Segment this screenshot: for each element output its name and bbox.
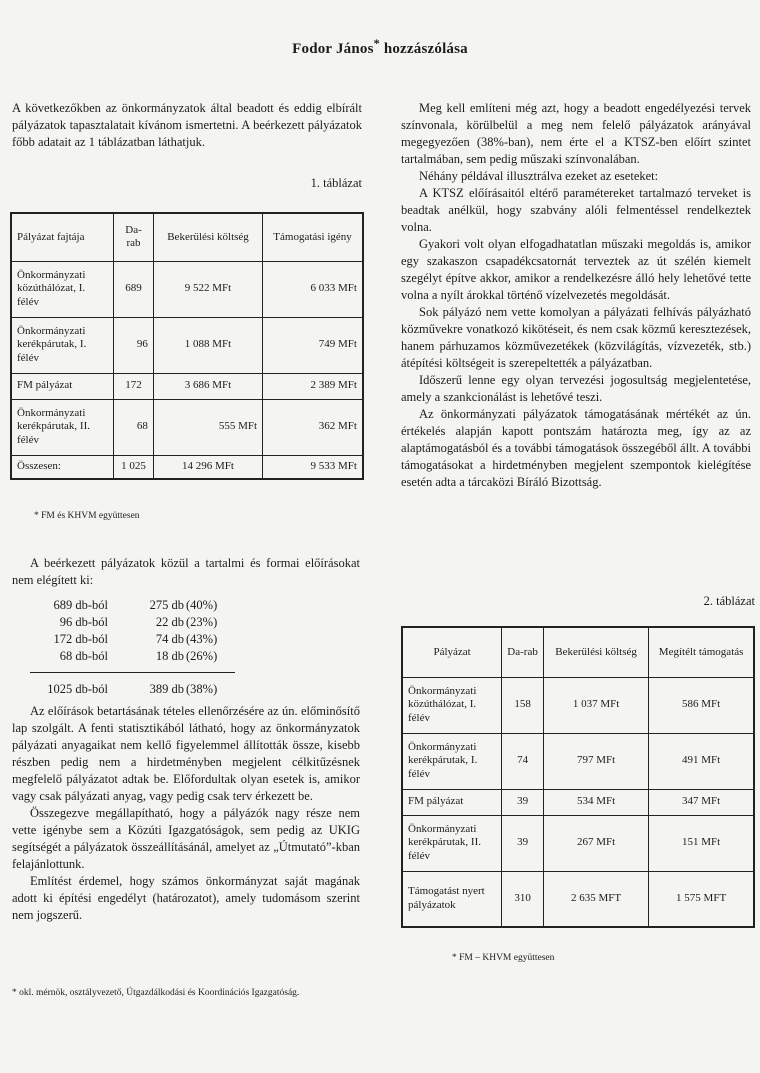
body-paragraph: Időszerű lenne egy olyan tervezési jogosultság megjelentetése, amely a szankcionálást is lehetővé teszi.	[401, 373, 751, 404]
table-row	[11, 399, 363, 455]
t2-header: Da-rab	[502, 627, 544, 677]
table-row	[11, 261, 363, 317]
body-paragraph: Néhány példával illusztrálva ezeket az eseteket:	[419, 169, 659, 183]
table2-footnote: * FM – KHVM együttesen	[452, 953, 555, 963]
stats-total	[40, 681, 240, 698]
t2-cell: 39	[502, 815, 544, 871]
t2-cell: Önkormányzati kerékpárutak, II. félév	[402, 815, 502, 871]
t1-cell: 555 MFt	[153, 399, 262, 455]
t1-header: Pályázat fajtája	[11, 213, 114, 261]
t1-cell: 96	[114, 317, 154, 373]
t2-cell: 151 MFt	[649, 815, 754, 871]
table1-caption: 1. táblázat	[310, 176, 362, 190]
body-paragraph: Az önkormányzati pályázatok támogatásának mértékét az ún. értékelés alapján kapott pontszám határozta meg, így az az alaptámogatásból és a további támogatások összegéből állt. A további támogatásokat a hirdetményben megjelent szempontok kielégítése esetén adta a tárcaközi Bíráló Bizottság.	[401, 407, 751, 489]
table-row	[402, 789, 754, 815]
stats-count: 275 db	[149, 598, 184, 612]
t2-cell: 39	[502, 789, 544, 815]
t2-cell: 310	[502, 871, 544, 927]
t2-cell: FM pályázat	[402, 789, 502, 815]
table-row	[402, 815, 754, 871]
t1-cell: 9 522 MFt	[153, 261, 262, 317]
table-row-total	[402, 871, 754, 927]
table-row	[11, 373, 363, 399]
article-title	[0, 36, 760, 58]
table-row-total	[11, 455, 363, 479]
title-suffix: hozzászólása	[383, 41, 468, 57]
t1-cell: 1 088 MFt	[153, 317, 262, 373]
t1-cell: 2 389 MFt	[263, 373, 363, 399]
t1-cell: 172	[114, 373, 154, 399]
t2-cell: 534 MFt	[543, 789, 648, 815]
t1-header: Bekerülési költség	[153, 213, 262, 261]
t2-cell: 1 037 MFt	[543, 677, 648, 733]
left-body	[12, 703, 360, 924]
stats-count: 22 db	[155, 615, 184, 629]
body-paragraph: Említést érdemel, hogy számos önkormányzat saját magának adott ki építési engedélyt (határozatot), amely tudomásom szerint nem jogszerű.	[12, 874, 360, 922]
t2-cell: Önkormányzati kerékpárutak, I. félév	[402, 733, 502, 789]
table-row	[402, 733, 754, 789]
t2-cell: Támogatást nyert pályázatok	[402, 871, 502, 927]
t2-cell: 797 MFt	[543, 733, 648, 789]
t2-cell: 74	[502, 733, 544, 789]
body-paragraph: Gyakori volt olyan elfogadhatatlan műszaki megoldás is, amikor egy szakaszon csapadékcsatornát terveztek az út szélén kiemelt szegélyt építve akkor, amikor a rendelkezésre álló hely lehetővé tette volna a nyílt árokkal történő vízelvezetés megoldását.	[401, 237, 751, 302]
t2-header: Megítélt támogatás	[649, 627, 754, 677]
t1-cell: 9 533 MFt	[263, 455, 363, 479]
t2-cell: Önkormányzati közúthálózat, I. félév	[402, 677, 502, 733]
stats-pct: (43%)	[186, 632, 218, 646]
t1-cell: Önkormányzati kerékpárutak, I. félév	[11, 317, 114, 373]
stats-intro-text: A beérkezett pályázatok közül a tartalmi és formai előírásokat nem elégített ki:	[12, 556, 360, 587]
stats-from: 172 db-ból	[53, 632, 108, 646]
stats-row	[40, 631, 240, 648]
table1-footnote: * FM és KHVM együttesen	[34, 511, 140, 521]
body-paragraph: Az előírások betartásának tételes ellenőrzésére az ún. előminősítő lap szolgált. A fenti statisztikából látható, hogy az önkormányzatok pályázati anyagaikat nem kellő figyelemmel állították össze, kisebb részben pedig nem a hirdetményben megjelent célkitűzésnek megfelelő pályázatot adtak be. Előfordultak olyan esetek is, amikor vagy csak pályázati anyag, vagy pedig csak terv érkezett be.	[12, 704, 360, 803]
table-1	[10, 212, 364, 480]
stats-count: 389 db	[149, 682, 184, 696]
table-row	[11, 317, 363, 373]
stats-divider	[30, 672, 235, 673]
body-paragraph: Meg kell említeni még azt, hogy a beadott engedélyezési tervek színvonala, körülbelül a meg nem felelő pályázatok arányával megegyezően (38%-ban), nem érte el a KTSZ-ben előírt szintet tartalmában, sem pedig műszaki színvonalában.	[401, 101, 751, 166]
title-footnote-mark: *	[373, 36, 380, 50]
stats-count: 18 db	[155, 649, 184, 663]
stats-pct: (40%)	[186, 598, 218, 612]
stats-from: 689 db-ból	[53, 598, 108, 612]
intro-paragraph: A következőkben az önkormányzatok által beadott és eddig elbírált pályázatok tapasztalatait kívánom ismertetni. A beérkezett pályázatok főbb adatait az 1 táblázatban láthatjuk.	[12, 101, 362, 149]
table-row	[402, 677, 754, 733]
stats-from: 96 db-ból	[59, 615, 108, 629]
stats-count: 74 db	[155, 632, 184, 646]
t2-cell: 586 MFt	[649, 677, 754, 733]
stats-from: 1025 db-ból	[47, 682, 108, 696]
t1-cell: Összesen:	[11, 455, 114, 479]
t1-header: Da-rab	[114, 213, 154, 261]
stats-from: 68 db-ból	[59, 649, 108, 663]
body-paragraph: Sok pályázó nem vette komolyan a pályázati felhívás pályázható közművekre vonatkozó kikötéseit, és nem csak közmű keresztezések, hanem párhuzamos közművezetékek (közvilágítás, vízvezeték, stb.) átépítési költségeit is szerepeltették a pályázatban.	[401, 305, 751, 370]
t1-header: Támogatási igény	[263, 213, 363, 261]
stats-intro	[12, 555, 360, 589]
t1-cell: 68	[114, 399, 154, 455]
t2-header: Pályázat	[402, 627, 502, 677]
stats-pct: (23%)	[186, 615, 218, 629]
t1-cell: 6 033 MFt	[263, 261, 363, 317]
t2-cell: 1 575 MFT	[649, 871, 754, 927]
t2-cell: 491 MFt	[649, 733, 754, 789]
stats-pct: (38%)	[186, 682, 218, 696]
t1-cell: 362 MFt	[263, 399, 363, 455]
stats-list	[40, 597, 240, 665]
table2-caption: 2. táblázat	[703, 594, 755, 608]
body-paragraph: A KTSZ előírásaitól eltérő paramétereket tartalmazó terveket is beadtak anélkül, hogy szabvány alóli felmentéssel rendelkeztek volna.	[401, 186, 751, 234]
t1-cell: 14 296 MFt	[153, 455, 262, 479]
stats-row	[40, 648, 240, 665]
stats-total-row	[40, 681, 240, 698]
t2-header: Bekerülési költség	[543, 627, 648, 677]
t1-cell: Önkormányzati közúthálózat, I. félév	[11, 261, 114, 317]
t2-cell: 2 635 MFT	[543, 871, 648, 927]
right-body	[401, 100, 751, 491]
t1-cell: Önkormányzati kerékpárutak, II. félév	[11, 399, 114, 455]
t1-cell: FM pályázat	[11, 373, 114, 399]
t1-cell: 1 025	[114, 455, 154, 479]
stats-row	[40, 614, 240, 631]
body-paragraph: Összegezve megállapítható, hogy a pályázók nagy része nem vette igénybe sem a Közúti Igazgatóságok, sem pedig az UKIG segítségét a pályázatok összeállításánál, amelyet az „Útmutató”-kban felajánlottunk.	[12, 806, 360, 871]
t2-cell: 347 MFt	[649, 789, 754, 815]
t1-cell: 3 686 MFt	[153, 373, 262, 399]
stats-row	[40, 597, 240, 614]
stats-pct: (26%)	[186, 649, 218, 663]
t2-cell: 158	[502, 677, 544, 733]
t1-cell: 689	[114, 261, 154, 317]
t2-cell: 267 MFt	[543, 815, 648, 871]
left-intro	[12, 100, 362, 151]
author-footnote: * okl. mérnök, osztályvezető, Útgazdálkodási és Koordinációs Igazgatóság.	[12, 988, 300, 998]
table-2	[401, 626, 755, 928]
t1-cell: 749 MFt	[263, 317, 363, 373]
title-author: Fodor János	[292, 41, 374, 57]
